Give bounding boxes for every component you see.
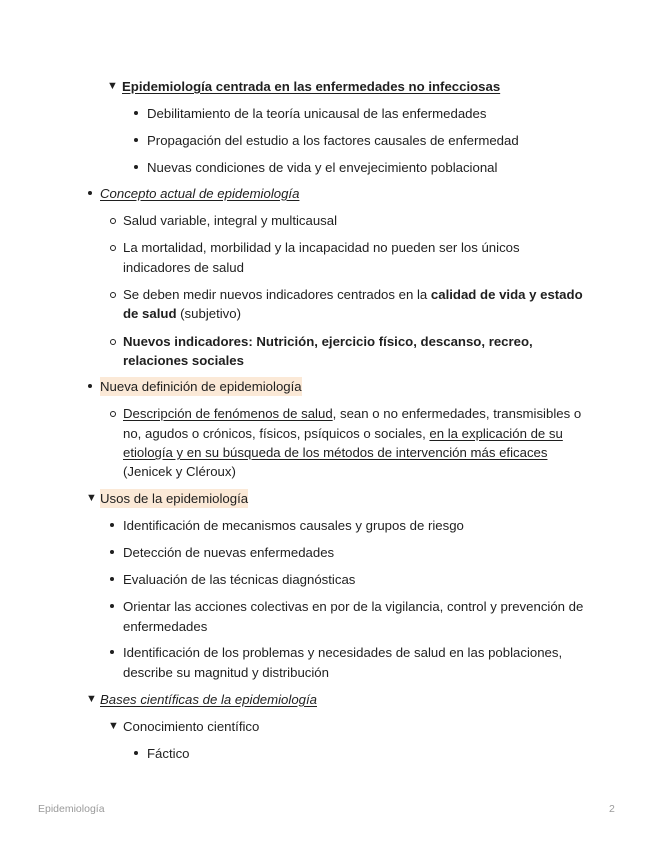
heading-nueva-definicion: Nueva definición de epidemiología <box>100 379 302 394</box>
bullet-circle-icon <box>110 218 116 224</box>
list-item-line: etiología y en su búsqueda de los métodos de intervención más eficaces <box>123 445 548 460</box>
list-item: Nuevas condiciones de vida y el envejecimiento poblacional <box>147 160 498 175</box>
bullet-disc-icon <box>134 165 138 169</box>
bullet-disc-icon <box>134 751 138 755</box>
list-item: Identificación de mecanismos causales y grupos de riesgo <box>123 518 464 533</box>
underlined-segment: en la explicación de su <box>429 426 563 441</box>
underlined-segment: Descripción de fenómenos de salud <box>123 406 333 421</box>
list-item: Debilitamiento de la teoría unicausal de las enfermedades <box>147 106 487 121</box>
page-number: 2 <box>609 803 615 815</box>
list-item-line: Orientar las acciones colectivas en por de la vigilancia, control y prevención de <box>123 599 584 614</box>
bold-segment: calidad de vida y estado <box>430 287 583 302</box>
toggle-heading-usos[interactable]: Usos de la epidemiología <box>100 491 249 506</box>
toggle-heading-no-infecciosas[interactable]: Epidemiología centrada en las enfermedades no infecciosas <box>122 79 501 94</box>
list-item-line: indicadores de salud <box>123 260 244 275</box>
toggle-triangle-icon[interactable]: ▼ <box>108 720 119 732</box>
list-item-line: (Jenicek y Cléroux) <box>123 464 236 479</box>
toggle-triangle-icon[interactable]: ▼ <box>86 693 97 705</box>
bullet-circle-icon <box>110 339 116 345</box>
text-segment: , sean o no enfermedades, transmisibles o <box>332 406 582 421</box>
bullet-circle-icon <box>110 245 116 251</box>
list-item: Fáctico <box>147 746 190 761</box>
list-item-line <box>123 424 563 443</box>
toggle-triangle-icon[interactable]: ▼ <box>86 492 97 504</box>
list-item-line: describe su magnitud y distribución <box>123 665 329 680</box>
list-item-line: Identificación de los problemas y necesidades de salud en las poblaciones, <box>123 645 563 660</box>
bullet-disc-icon <box>110 523 114 527</box>
bullet-disc-icon <box>88 191 92 195</box>
list-item: Salud variable, integral y multicausal <box>123 213 338 228</box>
list-item-line: relaciones sociales <box>123 353 244 368</box>
bullet-disc-icon <box>110 650 114 654</box>
bullet-disc-icon <box>134 138 138 142</box>
bullet-disc-icon <box>110 550 114 554</box>
text-segment: no, agudos o crónicos, físicos, psíquicos o sociales, <box>123 426 430 441</box>
list-item-line <box>123 304 241 323</box>
list-item: Propagación del estudio a los factores causales de enfermedad <box>147 133 519 148</box>
bullet-circle-icon <box>110 411 116 417</box>
bullet-disc-icon <box>134 111 138 115</box>
list-item-line <box>123 404 581 423</box>
bullet-disc-icon <box>88 384 92 388</box>
bullet-disc-icon <box>110 577 114 581</box>
list-item-line: Nuevos indicadores: Nutrición, ejercicio físico, descanso, recreo, <box>123 334 533 349</box>
toggle-heading-bases[interactable]: Bases científicas de la epidemiología <box>100 692 317 707</box>
bold-segment: de salud <box>123 306 177 321</box>
footer-title: Epidemiología <box>38 803 105 815</box>
toggle-heading-conocimiento[interactable]: Conocimiento científico <box>123 719 260 734</box>
text-segment: Se deben medir nuevos indicadores centrados en la <box>123 287 431 302</box>
list-item-line: La mortalidad, morbilidad y la incapacidad no pueden ser los únicos <box>123 240 520 255</box>
list-item: Evaluación de las técnicas diagnósticas <box>123 572 356 587</box>
heading-concepto-actual: Concepto actual de epidemiología <box>100 186 300 201</box>
list-item-line: enfermedades <box>123 619 208 634</box>
list-item: Detección de nuevas enfermedades <box>123 545 335 560</box>
bullet-circle-icon <box>110 292 116 298</box>
bullet-disc-icon <box>110 604 114 608</box>
text-segment: (subjetivo) <box>176 306 241 321</box>
list-item-line <box>123 285 583 304</box>
toggle-triangle-icon[interactable]: ▼ <box>107 80 118 92</box>
